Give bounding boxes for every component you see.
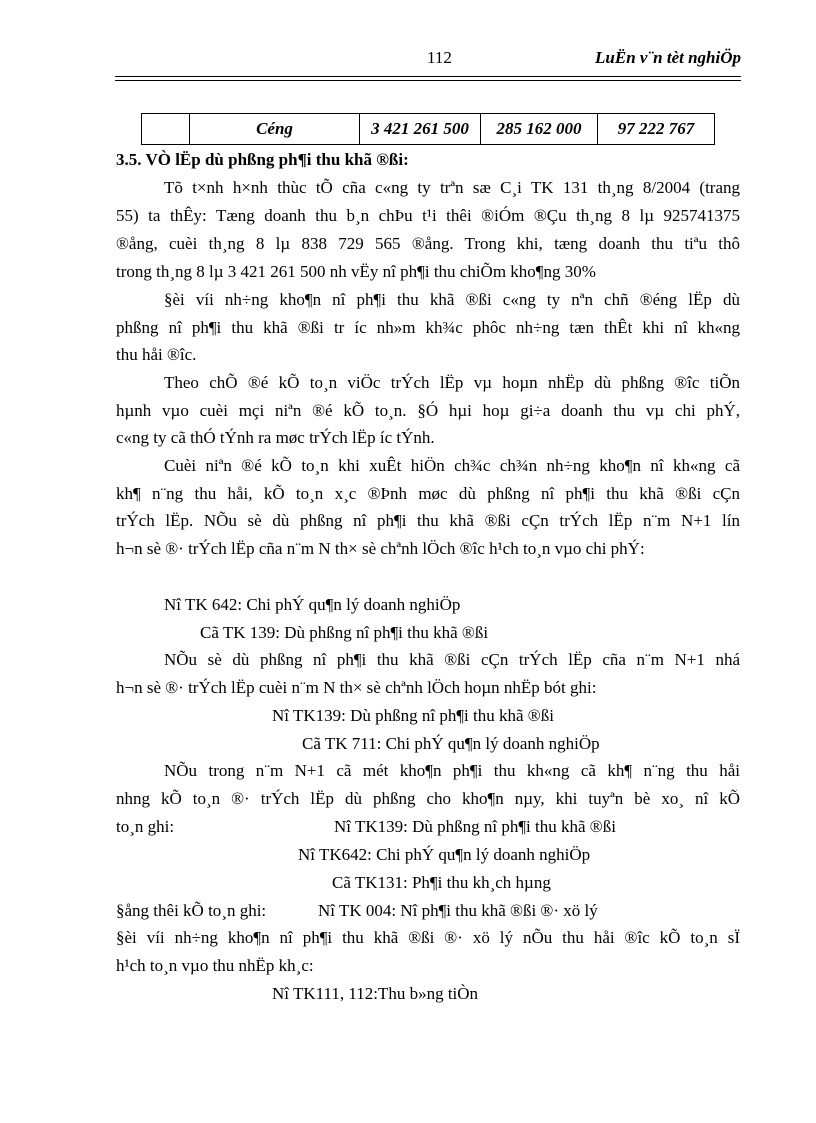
total-value: 285 162 000 [481, 114, 598, 145]
paragraph-line: h¬n sè ®· trÝch lËp cña n¨m N th× sè chªnh lÖch ®îc h¹ch to¸n vµo chi phÝ: [116, 539, 645, 558]
paragraph-line: thu håi ®îc. [116, 345, 197, 364]
paragraph-line: Cuèi niªn ®é kÕ to¸n khi xuÊt hiÖn ch¾c ch¾n nh÷ng kho¶n nî kh«ng cã [164, 456, 740, 475]
journal-entry: Nî TK642: Chi phÝ qu¶n lý doanh nghiÖp [298, 845, 591, 864]
header-rule [115, 76, 741, 77]
paragraph-line: NÕu trong n¨m N+1 cã mét kho¶n ph¶i thu kh«ng cã kh¶ n¨ng thu håi [164, 761, 740, 780]
paragraph-line: h¬n sè ®· trÝch lËp cuèi n¨m N th× sè chªnh lÖch hoµn nhËp bót ghi: [116, 678, 597, 697]
paragraph-line: trÝch lËp. NÕu sè dù phßng nî ph¶i thu khã ®ßi cÇn trÝch lËp n¨m N+1 lín [116, 511, 740, 530]
paragraph-line: hµnh vµo cuèi mçi niªn ®é kÕ to¸n. §Ó hµi hoµ gi÷a doanh thu vµ chi phÝ, [116, 401, 740, 420]
journal-entry: Nî TK111, 112:Thu b»ng tiÒn [272, 984, 479, 1003]
header-rule [115, 80, 741, 81]
total-value: 97 222 767 [598, 114, 715, 145]
paragraph-line: c«ng ty cã thÓ tÝnh ra møc trÝch lËp íc tÝnh. [116, 428, 435, 447]
paragraph-line: §èi víi nh÷ng kho¶n nî ph¶i thu khã ®ßi c«ng ty nªn chñ ®éng lËp dù [164, 290, 740, 309]
journal-entry: Cã TK131: Ph¶i thu kh¸ch hµng [332, 873, 551, 892]
total-table [141, 113, 715, 145]
thesis-title: LuËn v¨n tèt nghiÖp [595, 48, 741, 67]
paragraph-line: Theo chÕ ®é kÕ to¸n viÖc trÝch lËp vµ hoµn nhËp dù phßng ®îc tiÕn [164, 373, 740, 392]
journal-entry: Nî TK139: Dù phßng nî ph¶i thu khã ®ßi [272, 706, 554, 725]
table-cell [142, 114, 190, 145]
paragraph-line: §ång thêi kÕ to¸n ghi: [116, 901, 267, 920]
total-value: 3 421 261 500 [360, 114, 481, 145]
paragraph-line: h¹ch to¸n vµo thu nhËp kh¸c: [116, 956, 314, 975]
paragraph-line: ®ång, cuèi th¸ng 8 lµ 838 729 565 ®ång. Trong khi, tæng doanh thu tiªu thô [116, 234, 740, 253]
paragraph-line: trong th¸ng 8 lµ 3 421 261 500 nh vËy nî ph¶i thu chiÕm kho¶ng 30% [116, 262, 596, 281]
journal-entry: Nî TK 642: Chi phÝ qu¶n lý doanh nghiÖp [164, 595, 461, 614]
paragraph-line: Tõ t×nh h×nh thùc tÕ cña c«ng ty trªn sæ C¸i TK 131 th¸ng 8/2004 (trang [164, 178, 740, 197]
total-label: Céng [190, 114, 360, 145]
page-number: 112 [427, 48, 452, 67]
paragraph-line: NÕu sè dù phßng nî ph¶i thu khã ®ßi cÇn trÝch lËp cña n¨m N+1 nhá [164, 650, 740, 669]
journal-entry: Cã TK 139: Dù phßng nî ph¶i thu khã ®ßi [200, 623, 489, 642]
journal-entry: Nî TK 004: Nî ph¶i thu khã ®ßi ®· xö lý [318, 901, 598, 920]
paragraph-line: nhng kÕ to¸n ®· trÝch lËp dù phßng cho kho¶n nµy, khi tuyªn bè xo¸ nî kÕ [116, 789, 740, 808]
paragraph-line: to¸n ghi: [116, 817, 175, 836]
page-header [115, 48, 741, 72]
paragraph-line: §èi víi nh÷ng kho¶n nî ph¶i thu khã ®ßi ®· xö lý nÕu thu håi ®îc kÕ to¸n sÏ [116, 928, 740, 947]
paragraph-line: kh¶ n¨ng thu håi, kÕ to¸n x¸c ®Þnh møc dù phßng nî ph¶i thu khã ®ßi cÇn [116, 484, 740, 503]
journal-entry: Nî TK139: Dù phßng nî ph¶i thu khã ®ßi [334, 817, 616, 836]
section-heading: 3.5. VÒ lËp dù phßng ph¶i thu khã ®ßi: [116, 150, 409, 169]
table-row [142, 114, 715, 145]
paragraph-line: 55) ta thÊy: Tæng doanh thu b¸n chÞu t¹i thêi ®iÓm ®Çu th¸ng 8 lµ 925741375 [116, 206, 740, 225]
paragraph-line: phßng nî ph¶i thu khã ®ßi tr íc nh»m kh¾c phôc nh÷ng tæn thÊt khi nî kh«ng [116, 318, 740, 337]
journal-entry: Cã TK 711: Chi phÝ qu¶n lý doanh nghiÖp [302, 734, 600, 753]
